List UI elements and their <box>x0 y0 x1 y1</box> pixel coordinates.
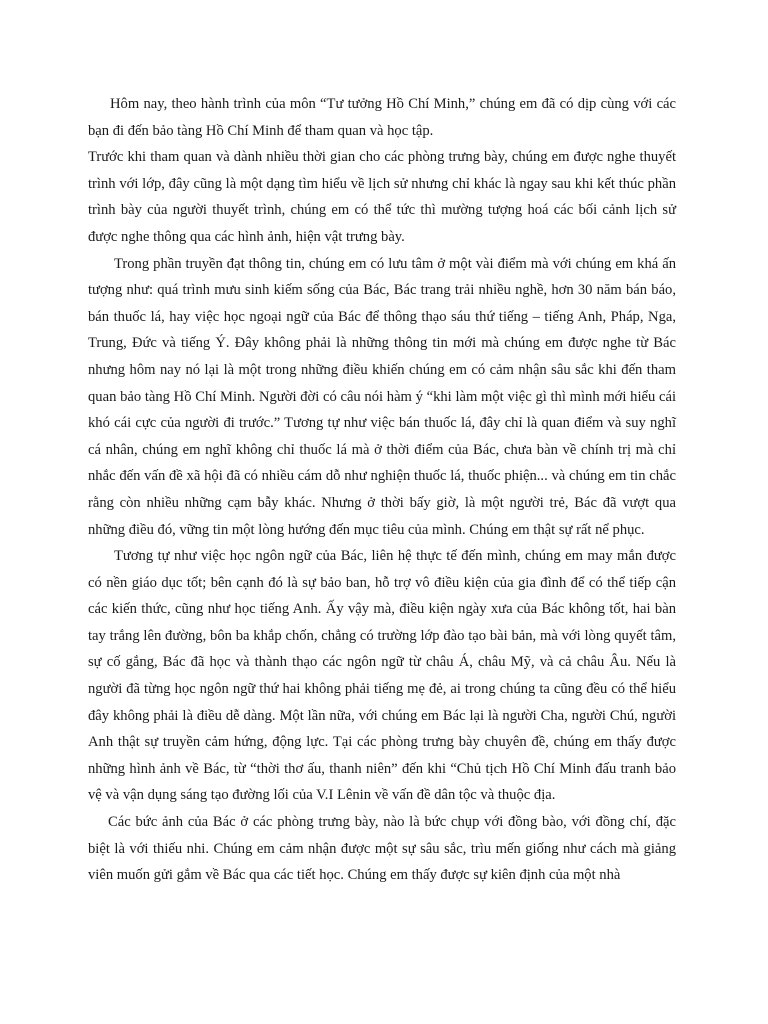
paragraph-livelihood: Trong phần truyền đạt thông tin, chúng em có lưu tâm ở một vài điểm mà với chúng em khá ấn tượng như: quá trình mưu sinh kiếm sống của Bác, Bác trang trải nhiều nghề, hơn 30 năm bán báo, bán thuốc lá, hay việc học ngoại ngữ của Bác để thông thạo sáu thứ tiếng – tiếng Anh, Pháp, Nga, Trung, Đức và tiếng Ý. Đây không phải là những thông tin mới mà chúng em được nghe từ Bác nhưng hôm nay nó lại là một trong những điều khiến chúng em có cảm nhận sâu sắc khi đến tham quan bảo tàng Hồ Chí Minh. Người đời có câu nói hàm ý “khi làm một việc gì thì mình mới hiểu cái khó cái cực của người đi trước.” Tương tự như việc bán thuốc lá, đây chỉ là quan điểm và suy nghĩ cá nhân, chúng em nghĩ không chỉ thuốc lá mà ở thời điểm của Bác, chưa bàn về chính trị mà chỉ nhắc đến vấn đề xã hội đã có nhiều cám dỗ như nghiện thuốc lá, thuốc phiện... và chúng em tin chắc rằng còn nhiều những cạm bẫy khác. Nhưng ở thời bấy giờ, là một người trẻ, Bác đã vượt qua những điều đó, vững tin một lòng hướng đến mục tiêu của mình. Chúng em thật sự rất nể phục. <box>88 255 676 538</box>
document-body <box>88 91 676 889</box>
paragraph-photos: Các bức ảnh của Bác ở các phòng trưng bày, nào là bức chụp với đồng bào, với đồng chí, đặc biệt là với thiếu nhi. Chúng em cảm nhận được một sự sâu sắc, trìu mến giống như cách mà giảng viên muốn gửi gắm về Bác qua các tiết học. Chúng em thấy được sự kiên định của một nhà <box>88 814 676 884</box>
paragraph-presentation: Trước khi tham quan và dành nhiều thời gian cho các phòng trưng bày, chúng em được nghe thuyết trình với lớp, đây cũng là một dạng tìm hiểu về lịch sử nhưng chỉ khác là ngay sau khi kết thúc phần trình bày của người thuyết trình, chúng em có thể tức thì mường tượng hoá các bối cảnh lịch sử được nghe thông qua các hình ảnh, hiện vật trưng bày. <box>88 149 676 245</box>
paragraph-languages: Tương tự như việc học ngôn ngữ của Bác, liên hệ thực tế đến mình, chúng em may mắn được có nền giáo dục tốt; bên cạnh đó là sự bảo ban, hỗ trợ vô điều kiện của gia đình để có thể tiếp cận các kiến thức, cũng như học tiếng Anh. Ấy vậy mà, điều kiện ngày xưa của Bác không tốt, hai bàn tay trắng lên đường, bôn ba khắp chốn, chẳng có trường lớp đào tạo bài bản, mà với lòng quyết tâm, sự cố gắng, Bác đã học và thành thạo các ngôn ngữ từ châu Á, châu Mỹ, và cả châu Âu. Nếu là người đã từng học ngôn ngữ thứ hai không phải tiếng mẹ đẻ, ai trong chúng ta cũng đều có thể hiểu đây không phải là điều dễ dàng. Một lần nữa, với chúng em Bác lại là người Cha, người Chú, người Anh thật sự truyền cảm hứng, động lực. Tại các phòng trưng bày chuyên đề, chúng em thấy được những hình ảnh về Bác, từ “thời thơ ấu, thanh niên” đến khi “Chủ tịch Hồ Chí Minh đấu tranh bảo vệ và vận dụng sáng tạo đường lối của V.I Lênin về vấn đề dân tộc và thuộc địa. <box>88 548 676 804</box>
paragraph-intro: Hôm nay, theo hành trình của môn “Tư tưởng Hồ Chí Minh,” chúng em đã có dịp cùng với các bạn đi đến bảo tàng Hồ Chí Minh để tham quan và học tập. <box>88 96 676 139</box>
